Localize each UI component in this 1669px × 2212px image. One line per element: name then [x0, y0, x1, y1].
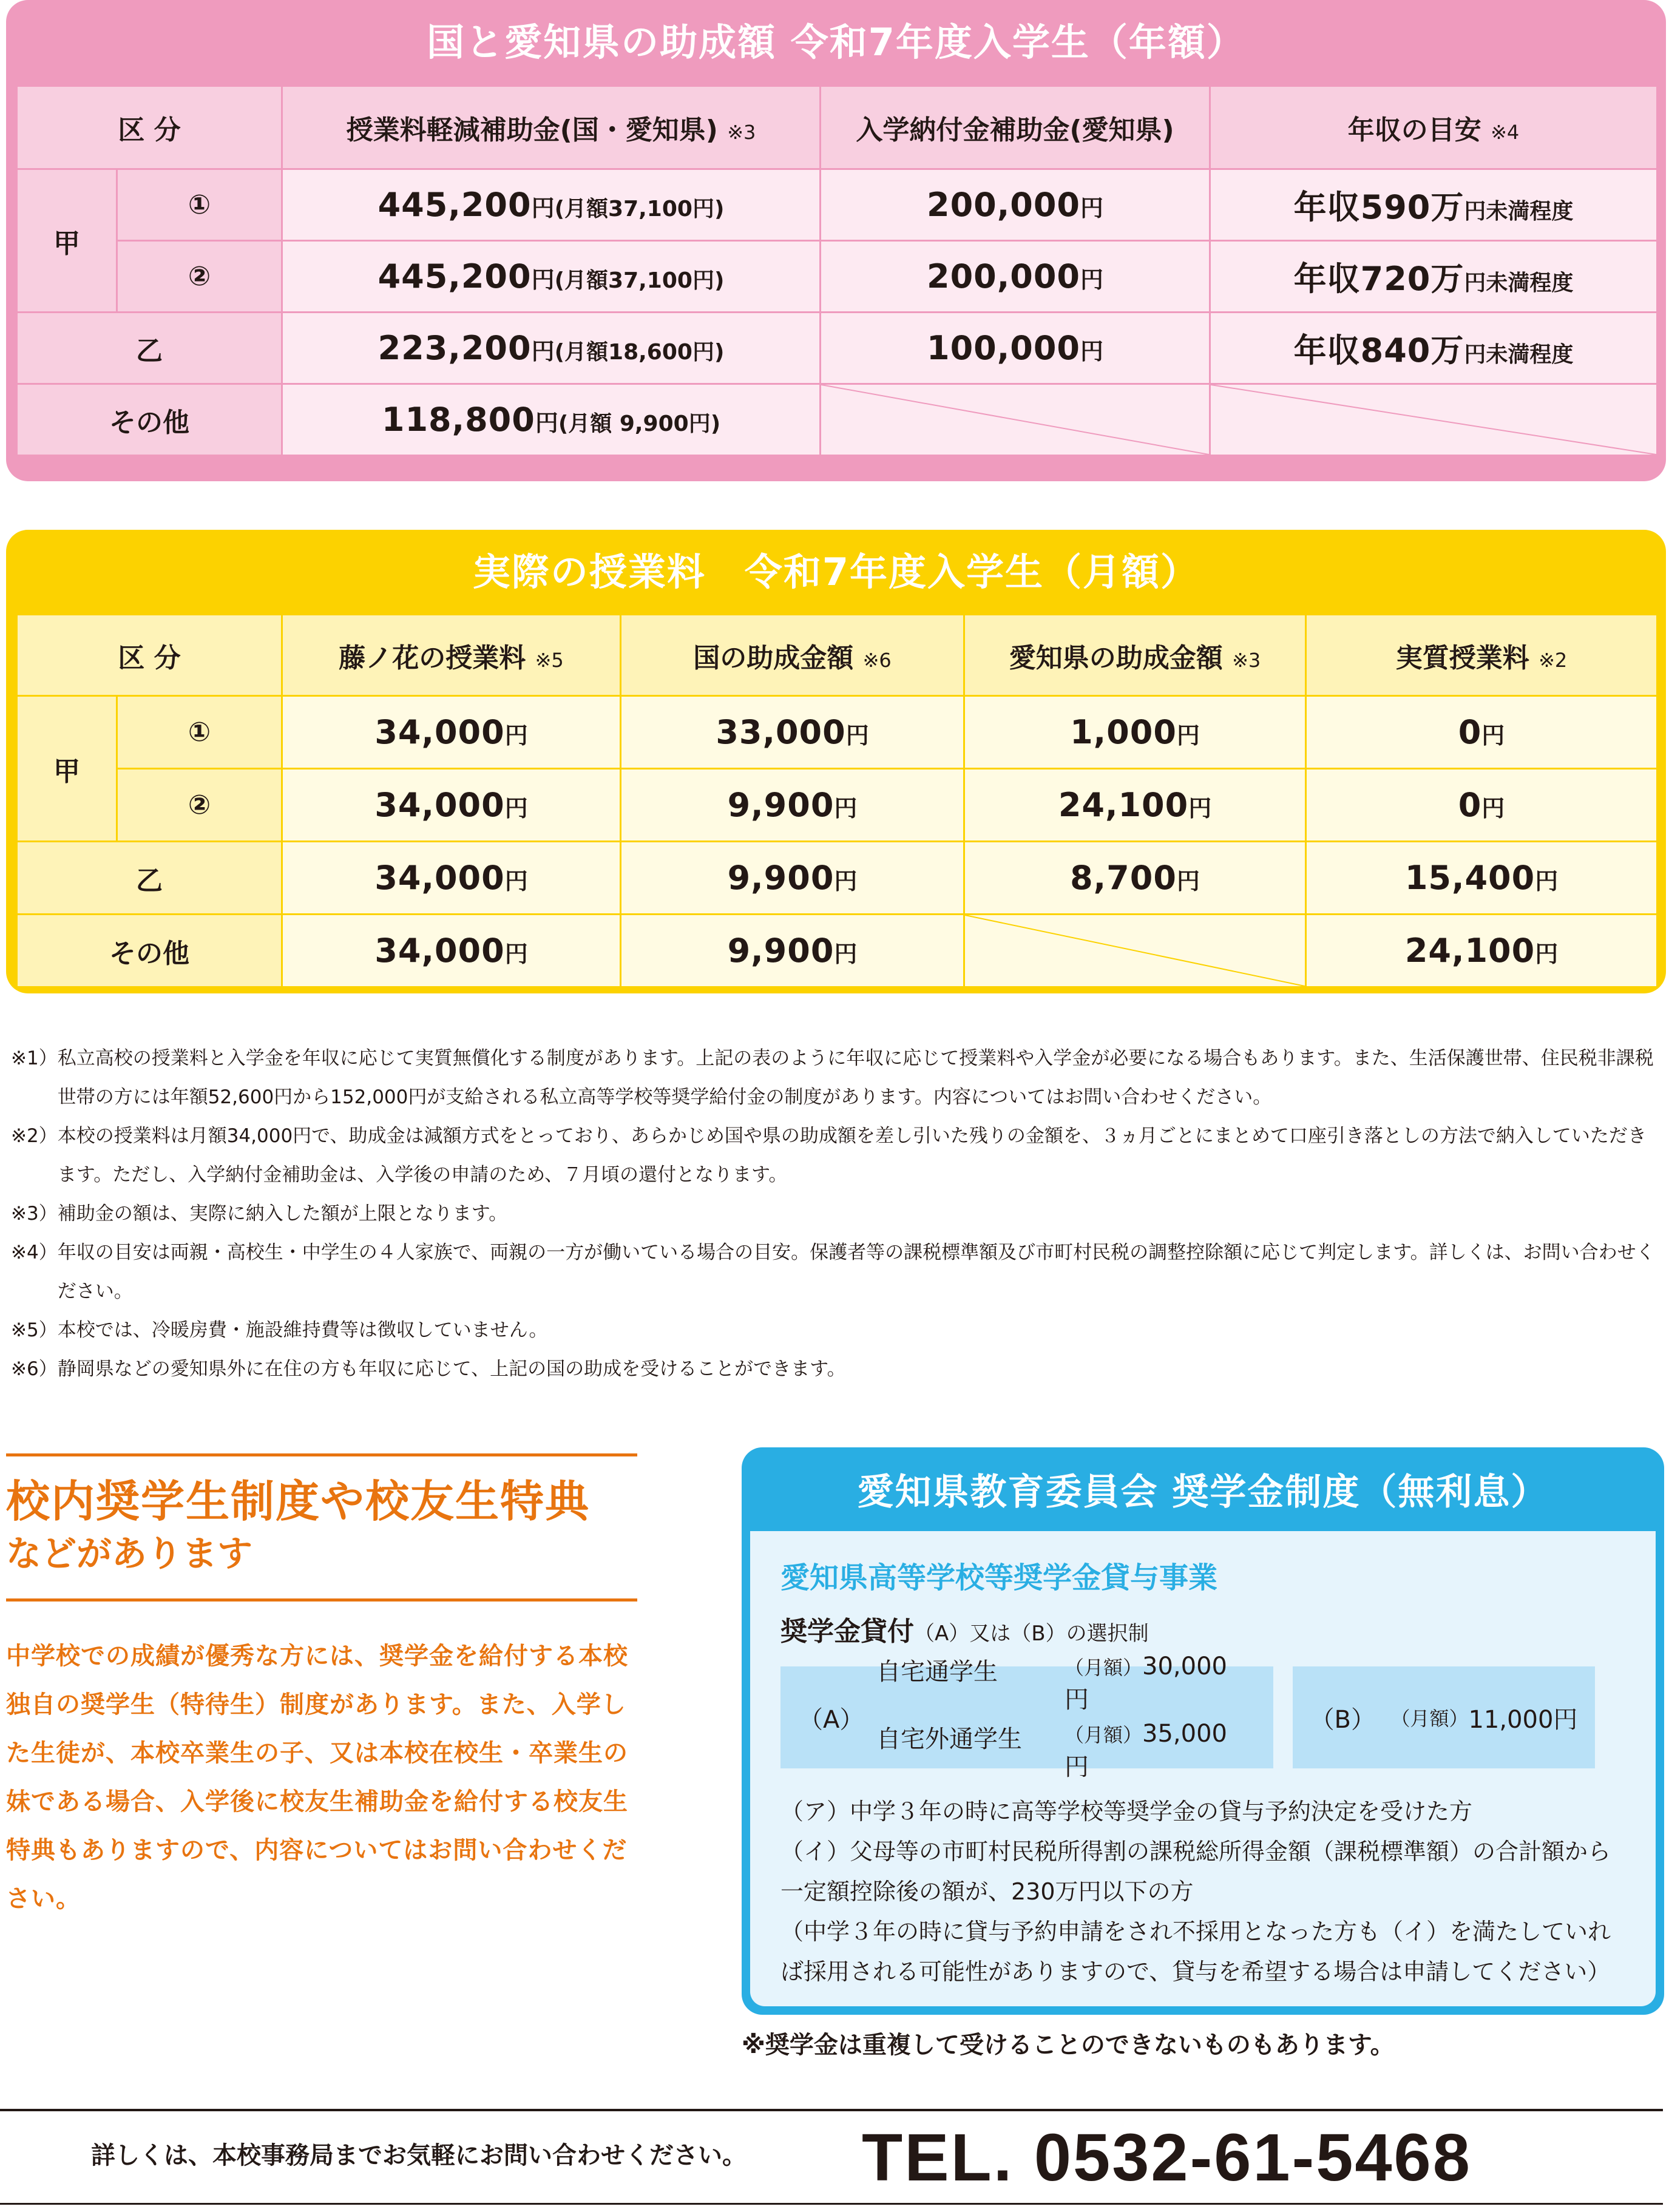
table-row: [17, 241, 1657, 313]
condition-item: （中学３年の時に貸与予約申請をされ不採用となった方も（イ）を満たしていれば採用される可能性がありますので、貸与を希望する場合は申請してください）: [780, 1918, 1611, 1985]
header-prefecture-subsidy: 愛知県の助成金額 ※3: [964, 615, 1306, 696]
scholarship-note: ※奨学金は重複して受けることのできないものもあります。: [742, 2031, 1395, 2059]
school-scholarship-promo: [6, 1453, 637, 1923]
footer-contact-text: 詳しくは、本校事務局までお気軽にお問い合わせください。: [91, 2142, 746, 2170]
table-row: [17, 915, 1657, 987]
school-tuition-value: 34,000円: [282, 696, 621, 769]
scholarship-content: [750, 1531, 1656, 2006]
prefecture-subsidy-value: 1,000円: [964, 696, 1306, 769]
option-b: （B） （月額） 11,000円: [1293, 1666, 1595, 1768]
enrollment-subsidy-value: 200,000円: [821, 241, 1210, 313]
table-header-row: [17, 615, 1657, 696]
promo-subheading: などがあります: [6, 1533, 253, 1574]
header-national-subsidy: 国の助成金額 ※6: [621, 615, 964, 696]
tuition-reduction-value: 223,200円(月額18,600円): [282, 313, 821, 384]
option-a-item-amount: （月額）35,000円: [1065, 1720, 1227, 1781]
condition-item: （ア）中学３年の時に高等学校等奨学金の貸与予約決定を受けた方: [780, 1798, 1473, 1825]
school-tuition-value: 34,000円: [282, 842, 621, 915]
scholarship-title: 愛知県教育委員会 奨学金制度（無利息）: [857, 1471, 1549, 1514]
row-label: ①: [117, 696, 282, 769]
footnote: ※5） 本校では、冷暖房費・施設維持費等は徴収していません。: [11, 1319, 548, 1341]
header-income-guide: 年収の目安 ※4: [1210, 86, 1657, 169]
tuition-reduction-value: 118,800円(月額 9,900円): [282, 384, 821, 456]
row-label: その他: [17, 384, 282, 456]
option-a-item-name: 自宅外通学生: [876, 1725, 1022, 1753]
option-b-amount: 11,000円: [1468, 1705, 1578, 1734]
scholarship-program-name: 愛知県高等学校等奨学金貸与事業: [780, 1561, 1218, 1595]
actual-tuition-title: 実際の授業料 令和7年度入学生（月額）: [472, 549, 1200, 594]
header-net-tuition: 実質授業料 ※2: [1306, 615, 1657, 696]
option-a-item-name: 自宅通学生: [876, 1658, 998, 1686]
divider: [6, 1453, 637, 1456]
option-a-item-amount: （月額）30,000円: [1065, 1652, 1227, 1714]
footer-rule-top: [0, 2109, 1663, 2111]
footnote: ※6） 静岡県などの愛知県外に在住の方も年収に応じて、上記の国の助成を受けることができます。: [11, 1358, 846, 1380]
net-tuition-value: 24,100円: [1306, 915, 1657, 987]
subsidy-annual-title: 国と愛知県の助成額 令和7年度入学生（年額）: [427, 19, 1245, 64]
phone-number[interactable]: TEL. 0532-61-5468: [862, 2120, 1472, 2195]
empty-slash-cell: [821, 384, 1210, 456]
table-header-row: [17, 86, 1657, 169]
row-label: ②: [117, 241, 282, 313]
option-a: [780, 1652, 1273, 1781]
group-label-kou: 甲: [17, 696, 117, 842]
row-label: 乙: [17, 842, 282, 915]
promo-body: 中学校での成績が優秀な方には、奨学金を給付する本校独自の奨学生（特待生）制度があります。また、入学した生徒が、本校卒業生の子、又は本校在校生・卒業生の妹である場合、入学後に校友生補助金を給付する校友生特典もありますので、内容についてはお問い合わせください。: [6, 1642, 628, 1913]
actual-tuition-table-box: [6, 530, 1666, 993]
divider: [6, 1598, 637, 1602]
income-guide-value: 年収590万円未満程度: [1210, 169, 1657, 241]
net-tuition-value: 0円: [1306, 769, 1657, 842]
table-row: [17, 842, 1657, 915]
enrollment-subsidy-value: 100,000円: [821, 313, 1210, 384]
income-guide-value: 年収840万円未満程度: [1210, 313, 1657, 384]
empty-slash-cell: [1210, 384, 1657, 456]
promo-heading: 校内奨学生制度や校友生特典: [6, 1476, 591, 1527]
national-subsidy-value: 9,900円: [621, 915, 964, 987]
table-row: [17, 384, 1657, 456]
national-subsidy-value: 9,900円: [621, 842, 964, 915]
group-label-kou: 甲: [17, 169, 117, 313]
footnote: ※1） 私立高校の授業料と入学金を年収に応じて実質無償化する制度があります。上記の表のように年収に応じて授業料や入学金が必要になる場合もあります。また、生活保護世帯、住民税非課税世帯の方には年額52,600円から152,000円が支給される私立高等学校等奨学給付金の制度があります。内容についてはお問い合わせください。: [11, 1047, 1654, 1108]
option-b-label: （B）: [1310, 1705, 1376, 1734]
table-row: [17, 696, 1657, 769]
footnote: ※4） 年収の目安は両親・高校生・中学生の４人家族で、両親の一方が働いている場合の目安。保護者等の課税標準額及び市町村民税の調整控除額に応じて判定します。詳しくは、お問い合わせください。: [11, 1242, 1655, 1302]
enrollment-subsidy-value: 200,000円: [821, 169, 1210, 241]
tuition-reduction-value: 445,200円(月額37,100円): [282, 169, 821, 241]
prefecture-scholarship-box: [742, 1447, 1664, 2015]
income-guide-value: 年収720万円未満程度: [1210, 241, 1657, 313]
empty-slash-cell: [964, 915, 1306, 987]
option-a-label: （A）: [799, 1705, 864, 1734]
loan-type: 奨学金貸付（A）又は（B）の選択制: [780, 1616, 1149, 1647]
row-label: その他: [17, 915, 282, 987]
header-kubun: 区 分: [17, 615, 282, 696]
footnote: ※3） 補助金の額は、実際に納入した額が上限となります。: [11, 1203, 508, 1225]
prefecture-subsidy-value: 24,100円: [964, 769, 1306, 842]
table-row: [17, 769, 1657, 842]
net-tuition-value: 15,400円: [1306, 842, 1657, 915]
subsidy-annual-table-box: [6, 0, 1666, 481]
school-tuition-value: 34,000円: [282, 769, 621, 842]
header-kubun: 区 分: [17, 86, 282, 169]
school-tuition-value: 34,000円: [282, 915, 621, 987]
prefecture-subsidy-value: 8,700円: [964, 842, 1306, 915]
loan-options: [780, 1652, 1625, 1781]
national-subsidy-value: 33,000円: [621, 696, 964, 769]
row-label: ②: [117, 769, 282, 842]
header-enrollment-subsidy: 入学納付金補助金(愛知県): [821, 86, 1210, 169]
net-tuition-value: 0円: [1306, 696, 1657, 769]
footer-rule-bottom: [0, 2203, 1663, 2205]
subsidy-annual-table: [16, 85, 1658, 456]
row-label: ①: [117, 169, 282, 241]
footnote: ※2） 本校の授業料は月額34,000円で、助成金は減額方式をとっており、あらかじめ国や県の助成額を差し引いた残りの金額を、３ヵ月ごとにまとめて口座引き落としの方法で納入していただきます。ただし、入学納付金補助金は、入学後の申請のため、７月頃の還付となります。: [11, 1125, 1647, 1186]
footnotes: [11, 1039, 1662, 1388]
table-row: [17, 169, 1657, 241]
header-school-tuition: 藤ノ花の授業料 ※5: [282, 615, 621, 696]
table-row: [17, 313, 1657, 384]
row-label: 乙: [17, 313, 282, 384]
tuition-reduction-value: 445,200円(月額37,100円): [282, 241, 821, 313]
eligibility-conditions: [780, 1791, 1625, 1992]
actual-tuition-table: [16, 614, 1658, 988]
condition-item: （イ）父母等の市町村民税所得割の課税総所得金額（課税標準額）の合計額から一定額控除後の額が、230万円以下の方: [780, 1838, 1611, 1905]
header-tuition-reduction: 授業料軽減補助金(国・愛知県) ※3: [282, 86, 821, 169]
national-subsidy-value: 9,900円: [621, 769, 964, 842]
